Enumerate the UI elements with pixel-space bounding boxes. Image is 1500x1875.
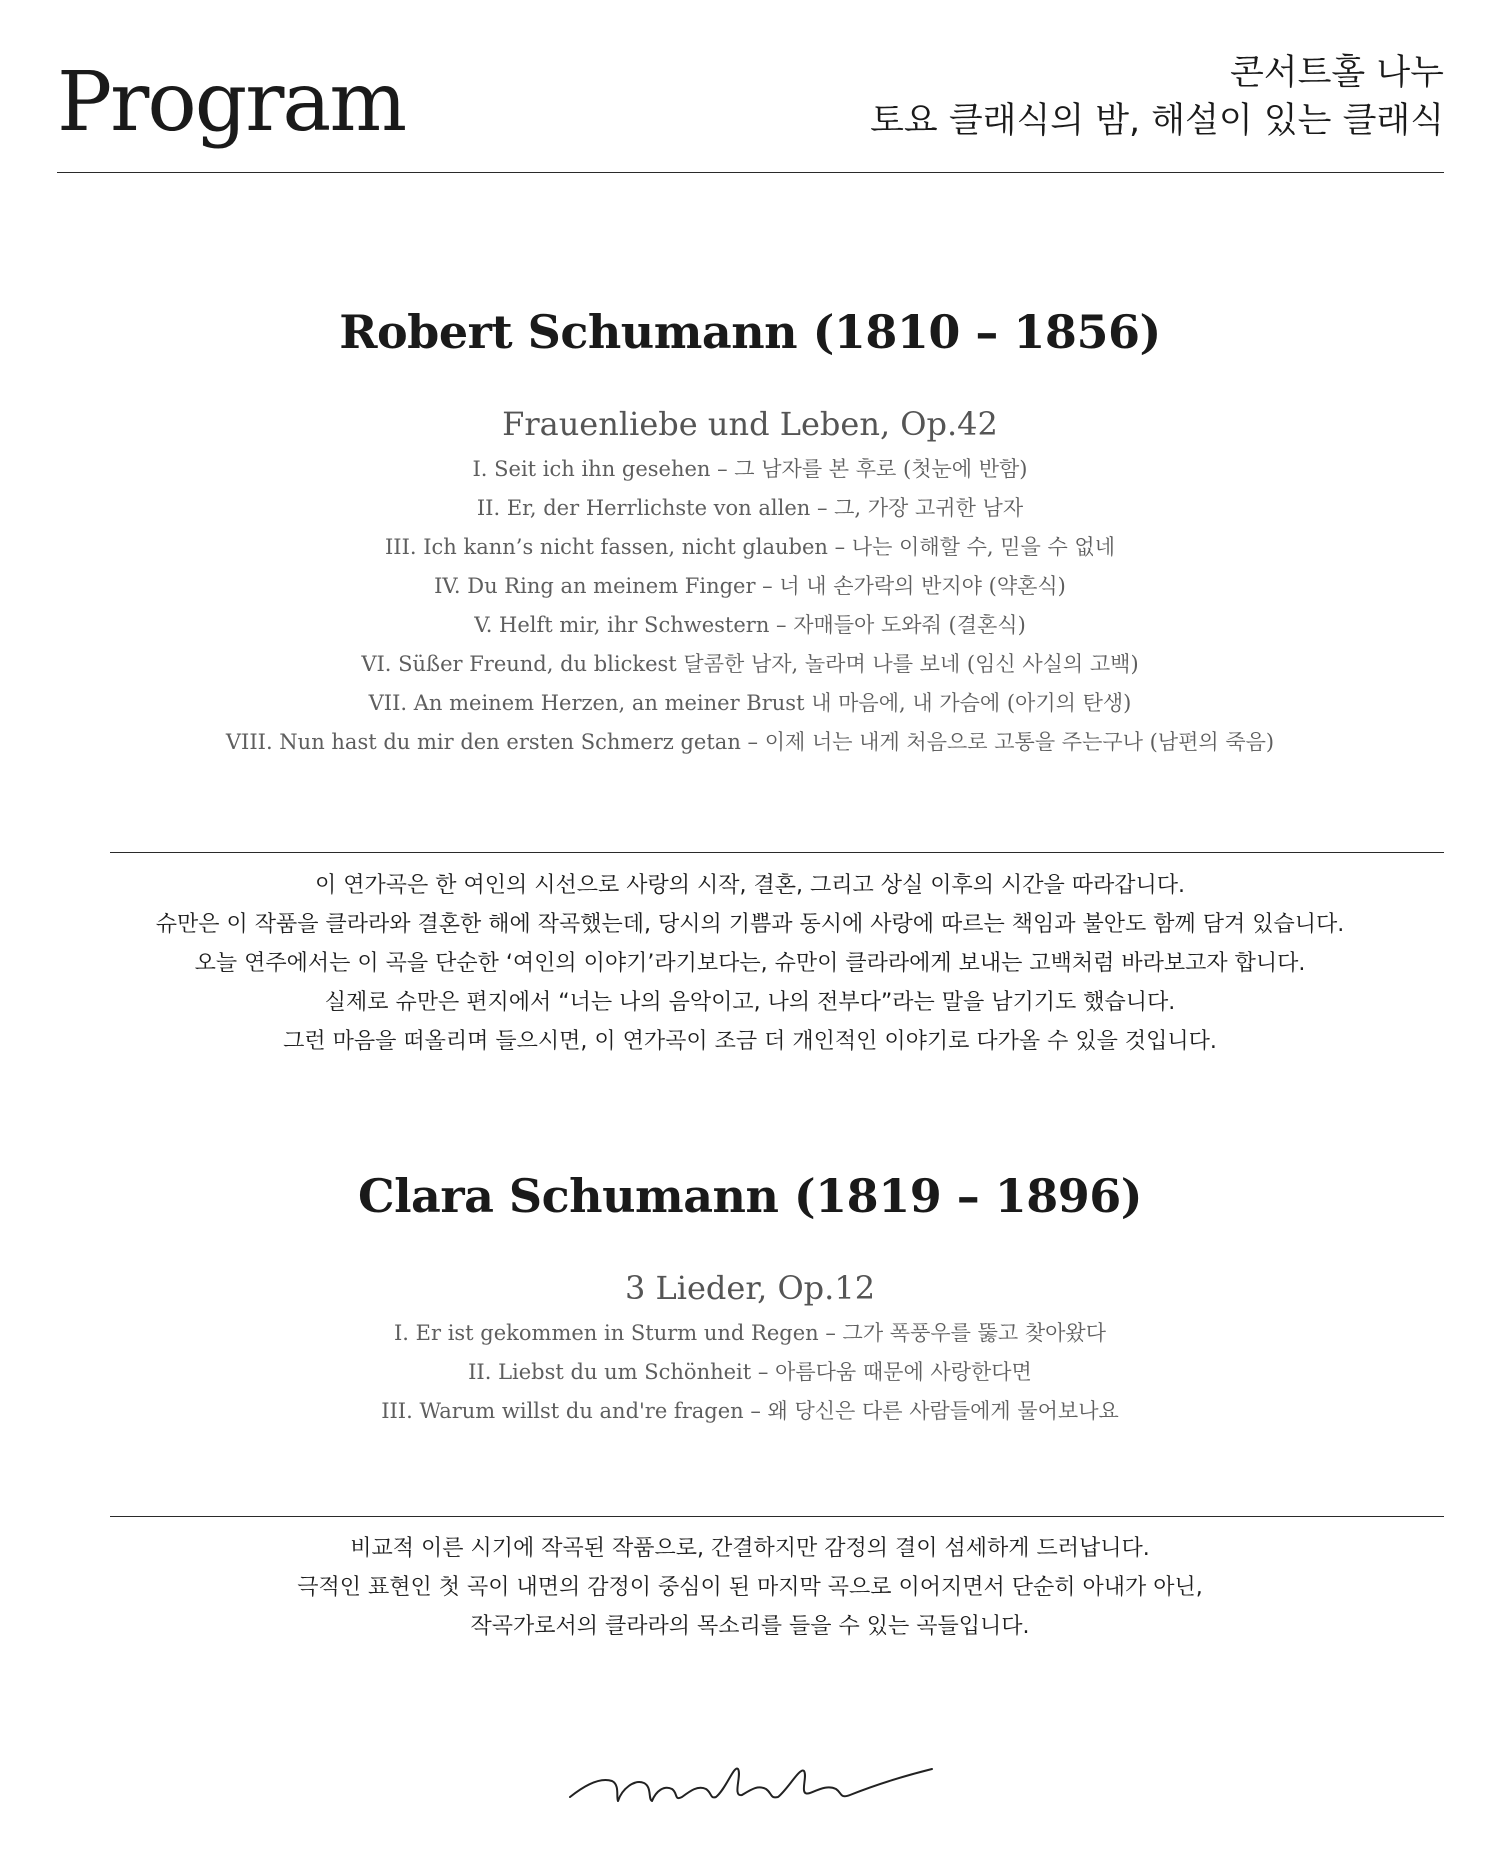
composer-heading: Robert Schumann (1810 – 1856) bbox=[339, 305, 1161, 359]
note-line: 그런 마음을 떠올리며 들으시면, 이 연가곡이 조금 더 개인적인 이야기로 다가올 수 있을 것입니다. bbox=[283, 1029, 1217, 1054]
program-section-clara-schumann bbox=[0, 1166, 1500, 1431]
concert-title: 토요 클래식의 밤, 해설이 있는 클래식 bbox=[870, 101, 1444, 141]
page-title: Program bbox=[57, 55, 406, 150]
program-section-robert-schumann bbox=[0, 302, 1500, 762]
composer-heading: Clara Schumann (1819 – 1896) bbox=[357, 1169, 1143, 1223]
program-notes-robert-schumann bbox=[0, 866, 1500, 1061]
movement-item: VII. An meinem Herzen, an meiner Brust 내 마음에, 내 가슴에 (아기의 탄생) bbox=[368, 691, 1132, 715]
work-title: 3 Lieder, Op.12 bbox=[624, 1269, 876, 1307]
note-line: 실제로 슈만은 편지에서 “너는 나의 음악이고, 나의 전부다”라는 말을 남기기도 했습니다. bbox=[324, 990, 1176, 1015]
movement-list bbox=[0, 450, 1500, 762]
movement-item: II. Liebst du um Schönheit – 아름다움 때문에 사랑한다면 bbox=[468, 1360, 1032, 1384]
note-line: 작곡가로서의 클라라의 목소리를 들을 수 있는 곡들입니다. bbox=[470, 1614, 1030, 1639]
movement-item: III. Warum willst du and're fragen – 왜 당신은 다른 사람들에게 물어보나요 bbox=[381, 1399, 1119, 1423]
signature-icon bbox=[560, 1745, 940, 1815]
section-divider bbox=[110, 852, 1444, 853]
page-header bbox=[57, 40, 1444, 173]
movement-list bbox=[0, 1314, 1500, 1431]
movement-item: IV. Du Ring an meinem Finger – 너 내 손가락의 반지야 (약혼식) bbox=[434, 574, 1066, 598]
movement-item: II. Er, der Herrlichste von allen – 그, 가장 고귀한 남자 bbox=[476, 496, 1024, 520]
note-line: 비교적 이른 시기에 작곡된 작품으로, 간결하지만 감정의 결이 섬세하게 드러납니다. bbox=[350, 1536, 1150, 1561]
work-title: Frauenliebe und Leben, Op.42 bbox=[502, 405, 998, 443]
concert-info bbox=[870, 50, 1444, 146]
movement-item: VI. Süßer Freund, du blickest 달콤한 남자, 놀라며 나를 보네 (임신 사실의 고백) bbox=[361, 652, 1139, 676]
section-divider bbox=[110, 1516, 1444, 1517]
note-line: 극적인 표현인 첫 곡이 내면의 감정이 중심이 된 마지막 곡으로 이어지면서 단순히 아내가 아닌, bbox=[297, 1575, 1203, 1600]
movement-item: I. Er ist gekommen in Sturm und Regen – 그가 폭풍우를 뚫고 찾아왔다 bbox=[394, 1321, 1106, 1345]
note-line: 슈만은 이 작품을 클라라와 결혼한 해에 작곡했는데, 당시의 기쁨과 동시에 사랑에 따르는 책임과 불안도 함께 담겨 있습니다. bbox=[155, 912, 1345, 937]
movement-item: III. Ich kann’s nicht fassen, nicht glauben – 나는 이해할 수, 믿을 수 없네 bbox=[385, 535, 1115, 559]
movement-item: V. Helft mir, ihr Schwestern – 자매들아 도와줘 (결혼식) bbox=[474, 613, 1026, 637]
movement-item: I. Seit ich ihn gesehen – 그 남자를 본 후로 (첫눈에 반함) bbox=[472, 457, 1028, 481]
note-line: 오늘 연주에서는 이 곡을 단순한 ‘여인의 이야기’라기보다는, 슈만이 클라라에게 보내는 고백처럼 바라보고자 합니다. bbox=[194, 951, 1306, 976]
venue-name: 콘서트홀 나누 bbox=[1230, 53, 1444, 93]
program-notes-clara-schumann bbox=[0, 1529, 1500, 1646]
note-line: 이 연가곡은 한 여인의 시선으로 사랑의 시작, 결혼, 그리고 상실 이후의 시간을 따라갑니다. bbox=[315, 873, 1185, 898]
movement-item: VIII. Nun hast du mir den ersten Schmerz getan – 이제 너는 내게 처음으로 고통을 주는구나 (남편의 죽음) bbox=[225, 730, 1275, 754]
